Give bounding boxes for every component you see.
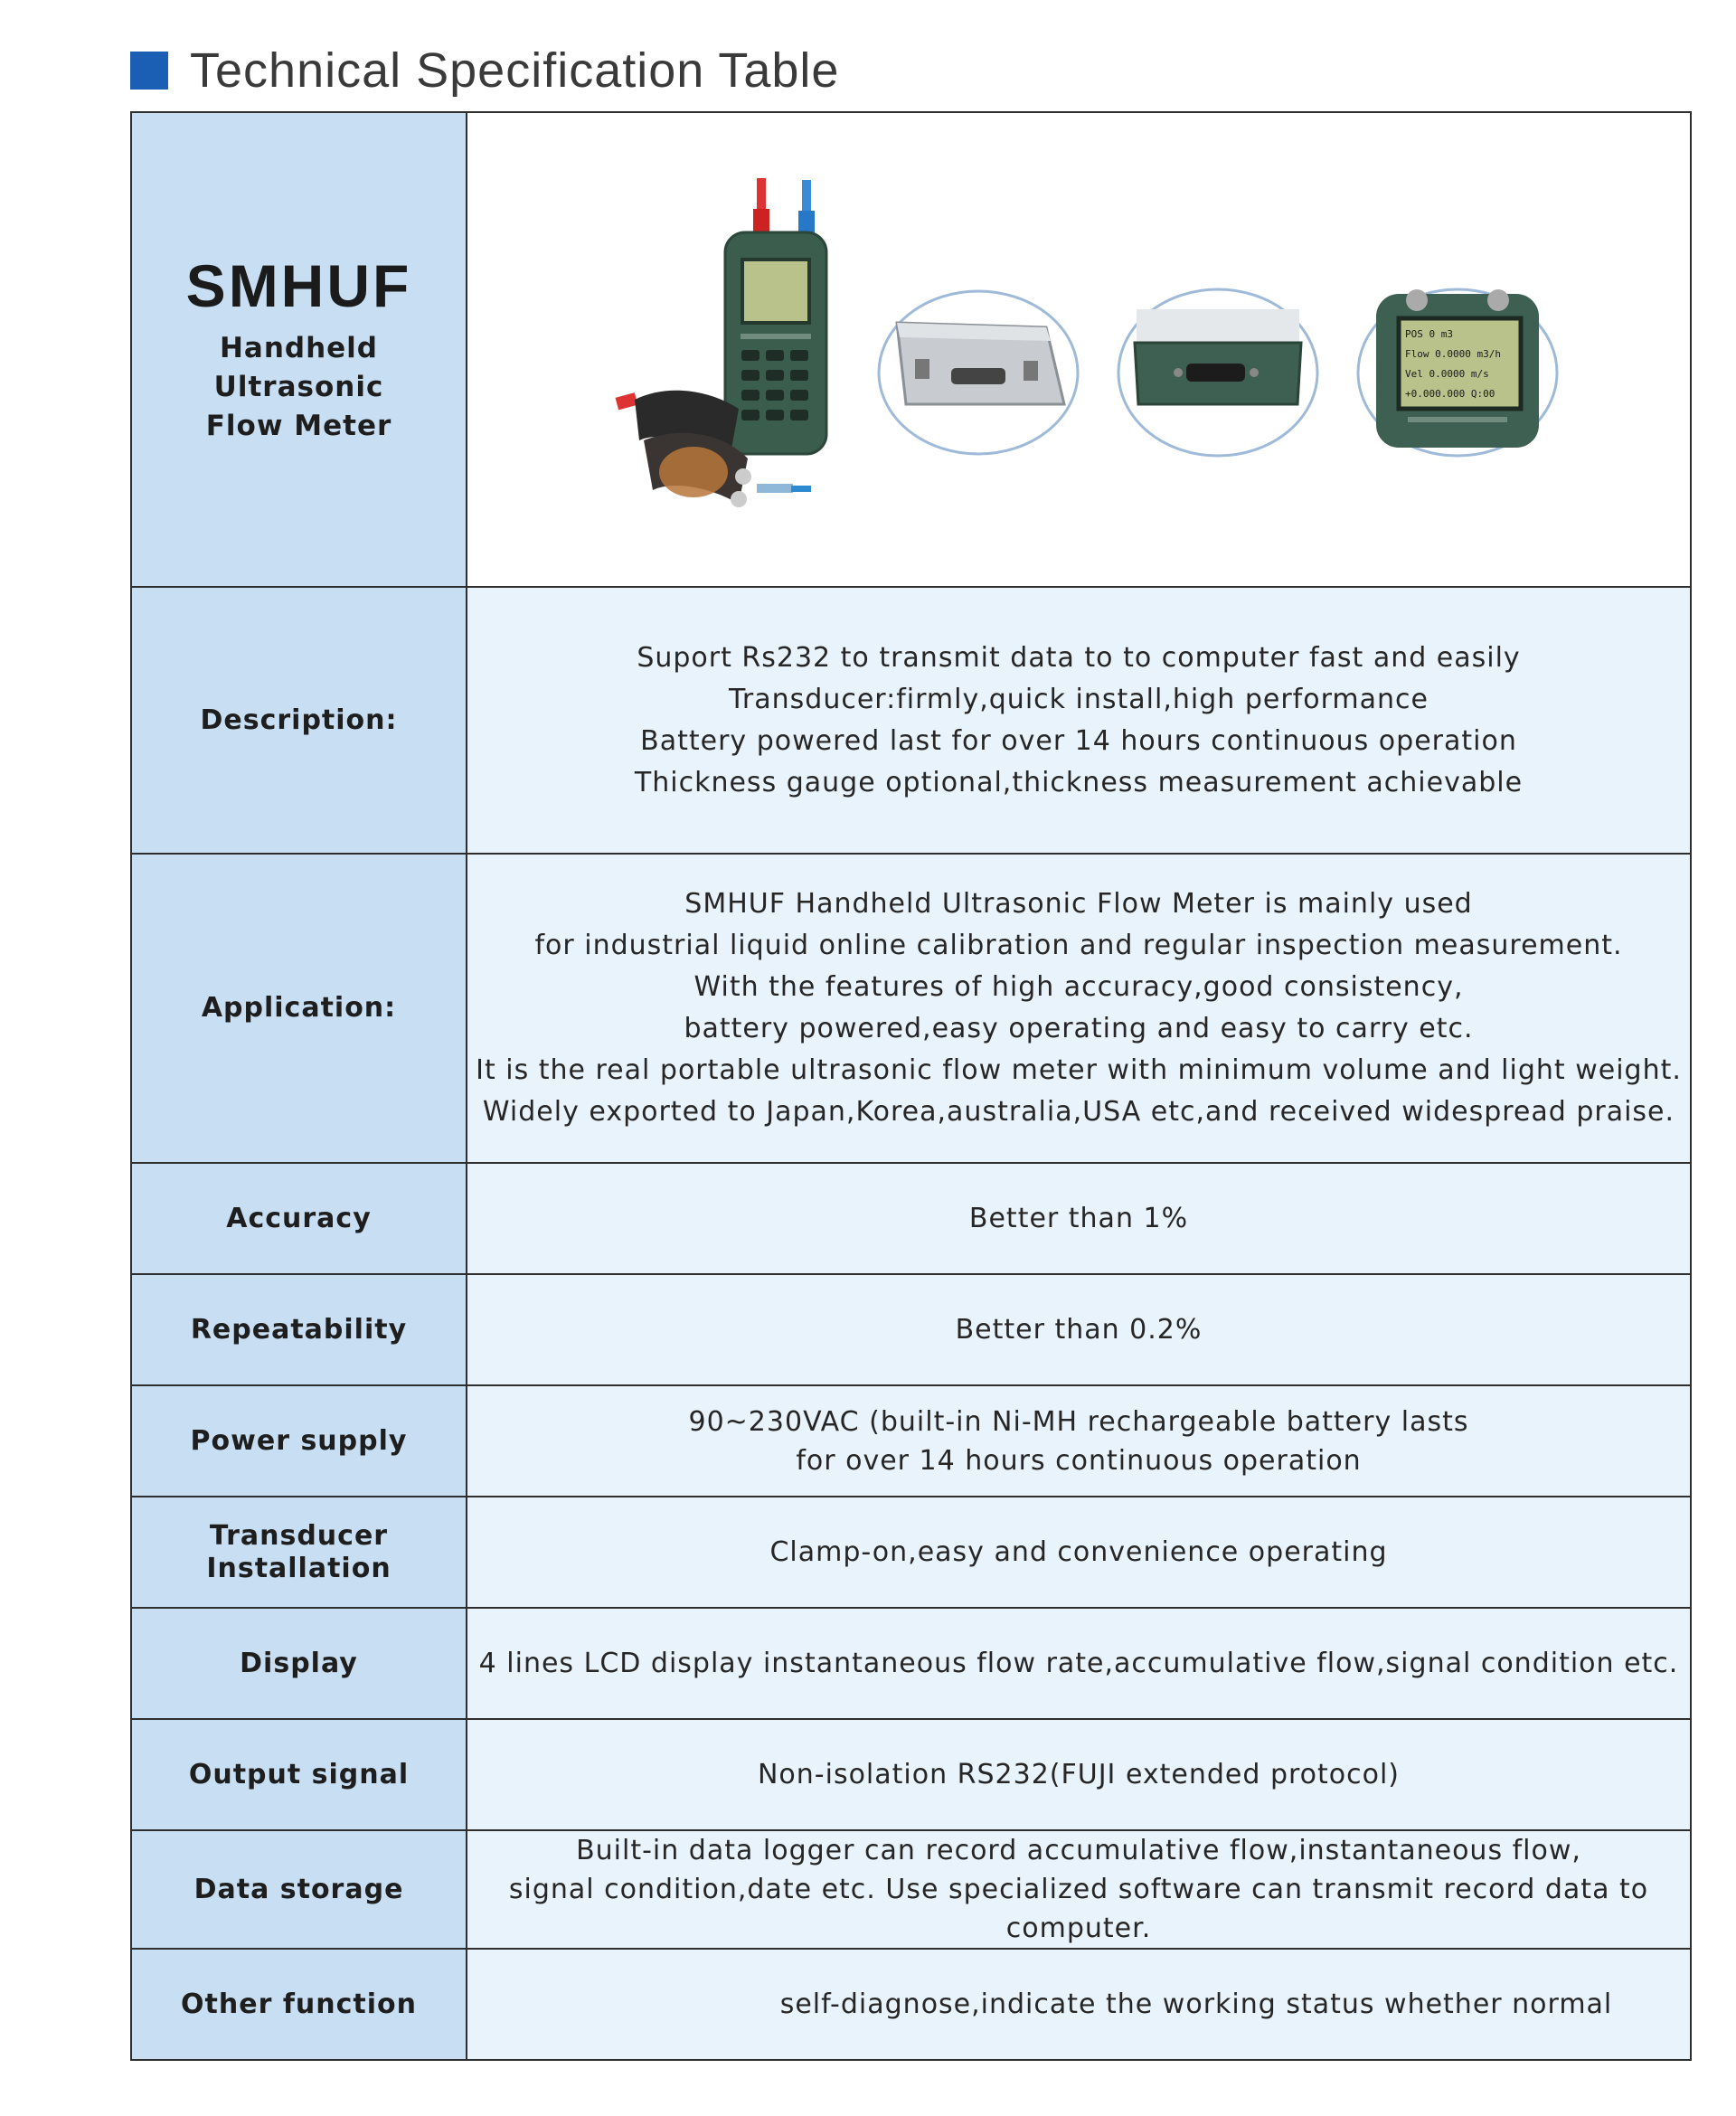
lcd-line: POS 0 m3 (1405, 327, 1453, 340)
lcd-line: +0.000.000 Q:00 (1405, 387, 1495, 400)
table-row (131, 1608, 1691, 1719)
label-line: Installation (206, 1552, 392, 1584)
carrying-case-icon (879, 291, 1078, 454)
label-line: Transducer (209, 1519, 389, 1552)
row-value (467, 854, 1691, 1163)
row-label: Accuracy (131, 1163, 467, 1274)
product-label-cell (131, 112, 467, 587)
row-value (467, 587, 1691, 854)
value-line: self-diagnose,indicate the working status whether normal (779, 1988, 1613, 2020)
value-line: Thickness gauge optional,thickness measurement achievable (634, 766, 1524, 798)
product-subtitle (132, 329, 466, 446)
row-label: Display (131, 1608, 467, 1719)
product-subtitle-line: Handheld (219, 332, 379, 364)
value-line: Built-in data logger can record accumulative flow,instantaneous flow, (576, 1835, 1581, 1866)
row-value (467, 1719, 1691, 1830)
value-line: 4 lines LCD display instantaneous flow rate,accumulative flow,signal condition etc. (478, 1647, 1679, 1679)
row-value (467, 1385, 1691, 1497)
product-images-cell (467, 112, 1691, 587)
row-label: Output signal (131, 1719, 467, 1830)
table-row (131, 1163, 1691, 1274)
spec-table (130, 111, 1692, 2061)
table-row (131, 1719, 1691, 1830)
value-line: Non-isolation RS232(FUJI extended protocol) (757, 1758, 1401, 1790)
heading-square-icon (130, 52, 168, 90)
handheld-flow-meter-icon (616, 178, 826, 507)
value-line: Suport Rs232 to transmit data to to computer fast and easily (637, 641, 1521, 674)
table-row (131, 1385, 1691, 1497)
row-value (467, 1497, 1691, 1608)
table-row (131, 1949, 1691, 2060)
lcd-line: Vel 0.0000 m/s (1405, 367, 1489, 380)
row-label: Other function (131, 1949, 467, 2060)
table-row (131, 587, 1691, 854)
row-label: Repeatability (131, 1274, 467, 1385)
value-line: Clamp-on,easy and convenience operating (769, 1535, 1388, 1568)
value-line: battery powered,easy operating and easy to carry etc. (684, 1013, 1474, 1044)
row-label: Application: (131, 854, 467, 1163)
row-label (131, 1497, 467, 1608)
value-line: It is the real portable ultrasonic flow meter with minimum volume and light weight. (476, 1054, 1682, 1086)
value-line: for industrial liquid online calibration and regular inspection measurement. (534, 930, 1623, 961)
value-line: Transducer:firmly,quick install,high performance (729, 683, 1429, 715)
section-heading (130, 43, 839, 98)
page-title: Technical Specification Table (190, 43, 840, 98)
row-value (467, 1608, 1691, 1719)
table-row-product (131, 112, 1691, 587)
value-line: SMHUF Handheld Ultrasonic Flow Meter is mainly used (684, 888, 1473, 920)
table-row (131, 1274, 1691, 1385)
row-label: Description: (131, 587, 467, 854)
lcd-display-closeup-icon (1358, 289, 1557, 456)
row-value (467, 1163, 1691, 1274)
lcd-line: Flow 0.0000 m3/h (1405, 347, 1501, 360)
value-line: Better than 1% (968, 1202, 1189, 1234)
product-subtitle-line: Flow Meter (205, 410, 392, 442)
row-value (467, 1830, 1691, 1949)
table-row (131, 1830, 1691, 1949)
row-value (467, 1274, 1691, 1385)
rs232-port-icon (1118, 289, 1317, 456)
row-label: Data storage (131, 1830, 467, 1949)
row-label: Power supply (131, 1385, 467, 1497)
value-line: Widely exported to Japan,Korea,australia,USA etc,and received widespread praise. (482, 1096, 1675, 1128)
value-line: for over 14 hours continuous operation (796, 1444, 1362, 1477)
value-line: With the features of high accuracy,good consistency, (693, 971, 1464, 1003)
table-row (131, 854, 1691, 1163)
product-images (467, 115, 1695, 585)
table-row (131, 1497, 1691, 1608)
value-line: 90~230VAC (built-in Ni-MH rechargeable battery lasts (688, 1405, 1469, 1438)
row-value (467, 1949, 1691, 2060)
product-subtitle-line: Ultrasonic (213, 371, 384, 403)
product-name: SMHUF (185, 252, 412, 319)
value-line: signal condition,date etc. Use specialized software can transmit record data to computer. (508, 1874, 1649, 1944)
value-line: Battery powered last for over 14 hours continuous operation (640, 724, 1517, 757)
value-line: Better than 0.2% (955, 1313, 1203, 1346)
